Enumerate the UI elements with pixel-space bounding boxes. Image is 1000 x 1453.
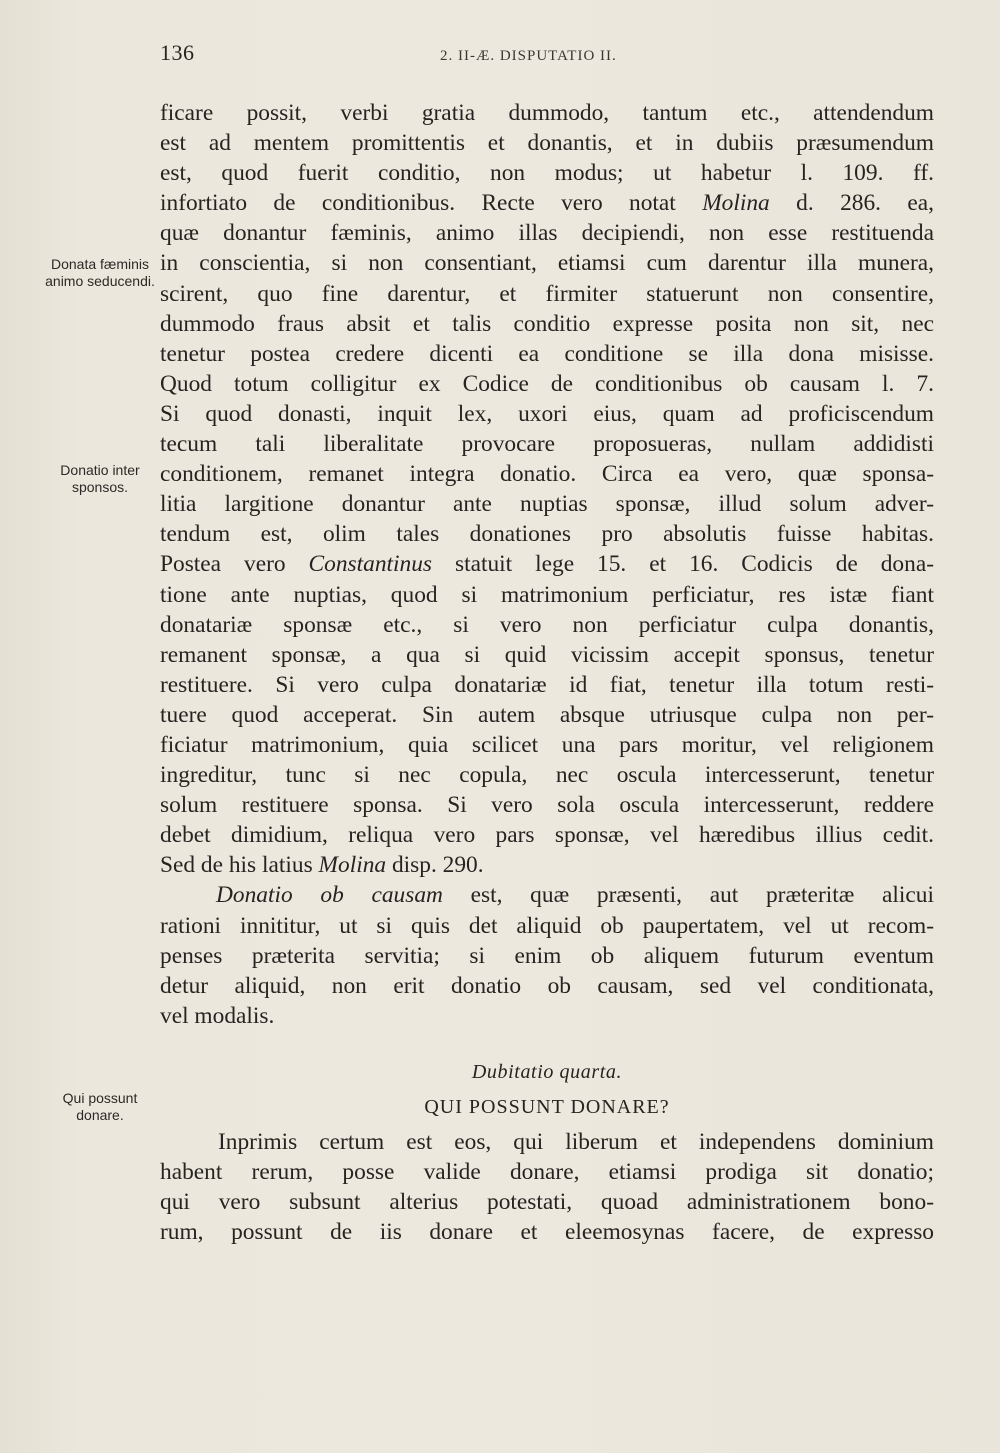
margin-note-donatio-inter-sponsos: Donatio inter sponsos.	[60, 462, 140, 495]
text-line: ficare possit, verbi gratia dummodo, tantum etc., attendendum	[160, 100, 934, 126]
text-line: conditionem, remanet integra donatio. Circa ea vero, quæ sponsa-	[160, 461, 934, 488]
text-line: tuere quod acceperat. Sin autem absque utriusque culpa non per-	[160, 701, 934, 728]
text-line: in conscientia, si non consentiant, etiamsi cum darentur illa munera,	[160, 250, 934, 277]
author-name: Molina	[702, 190, 770, 217]
text-line	[160, 880, 934, 910]
spacer	[160, 1031, 934, 1057]
text-line: tione ante nuptias, quod si matrimonium perficiatur, res istæ fiant	[160, 581, 934, 608]
text-line: litia largitione donantur ante nuptias sponsæ, illud solum adver-	[160, 491, 934, 518]
text-line: qui vero subsunt alterius potestati, quoad administrationem bono-	[160, 1189, 934, 1216]
section-title: QUI POSSUNT DONARE?	[424, 1096, 670, 1118]
text-segment: est, quæ præsenti, aut præteritæ alicui	[442, 882, 934, 909]
text-line: vel modalis.	[160, 1002, 275, 1029]
text-line: dummodo fraus absit et talis conditio expresse posita non sit, nec	[160, 310, 934, 337]
author-name: Molina	[318, 852, 387, 879]
text-line: tecum tali liberalitate provocare proposueras, nullam addidisti	[160, 431, 934, 458]
text-line: solum restituere sponsa. Si vero sola oscula intercesserunt, reddere	[160, 792, 934, 819]
text-line	[160, 549, 934, 579]
author-name: Constantinus	[308, 551, 433, 578]
body-text	[160, 98, 934, 1247]
text-line: ingreditur, tunc si nec copula, nec oscula intercesserunt, tenetur	[160, 762, 934, 789]
text-line	[160, 188, 934, 218]
text-line: quæ donantur fæminis, animo illas decipiendi, non esse restituenda	[160, 220, 934, 247]
page-number: 136	[160, 40, 195, 65]
text-line: rum, possunt de iis donare et eleemosynas facere, de expresso	[160, 1219, 934, 1246]
text-line: rationi innititur, ut si quis det aliquid ob paupertatem, vel ut recom-	[160, 912, 934, 939]
text-line: Inprimis certum est eos, qui liberum et independens dominium	[218, 1129, 934, 1155]
text-line: Si quod donasti, inquit lex, uxori eius, quam ad proficiscendum	[160, 400, 934, 427]
margin-note-qui-possunt: Qui possunt donare.	[62, 1090, 138, 1123]
text-line: tendum est, olim tales donationes pro absolutis fuisse habitas.	[160, 521, 934, 548]
text-line: restituere. Si vero culpa donatariæ id fiat, tenetur illa totum resti-	[160, 671, 934, 698]
text-segment: Sed de his latius	[160, 852, 319, 879]
text-segment: infortiato de conditionibus. Recte vero notat	[160, 190, 703, 217]
margin-note-donata: Donata fæminis animo seducendi.	[45, 256, 155, 289]
term-italic: Donatio ob causam	[216, 882, 443, 909]
text-line: tenetur postea credere dicenti ea conditione se illa dona misisse.	[160, 340, 934, 367]
text-segment: statuit lege 15. et 16. Codicis de dona-	[432, 551, 934, 578]
text-line: penses præterita servitia; si enim ob aliquem futurum eventum	[160, 942, 934, 969]
text-line: debet dimidium, reliqua vero pars sponsæ, vel hæredibus illius cedit.	[160, 822, 934, 849]
text-line: ficiatur matrimonium, quia scilicet una pars moritur, vel religionem	[160, 731, 934, 758]
text-segment: disp. 290.	[386, 852, 484, 879]
text-line: est, quod fuerit conditio, non modus; ut habetur l. 109. ff.	[160, 160, 934, 187]
text-line: donatariæ sponsæ etc., si vero non perficiatur culpa donantis,	[160, 611, 934, 638]
text-segment: d. 286. ea,	[769, 190, 934, 217]
text-line: habent rerum, posse valide donare, etiamsi prodiga sit donatio;	[160, 1159, 934, 1186]
text-line: scirent, quo fine darentur, et firmiter statuerunt non consentire,	[160, 280, 934, 307]
text-line: remanent sponsæ, a qua si quid vicissim accepit sponsus, tenetur	[160, 641, 934, 668]
text-segment: Postea vero	[160, 551, 309, 578]
text-line: Quod totum colligitur ex Codice de conditionibus ob causam l. 7.	[160, 370, 934, 397]
text-line	[160, 850, 934, 880]
text-line: est ad mentem promittentis et donantis, et in dubiis præsumendum	[160, 130, 934, 157]
running-title: 2. II-Æ. DISPUTATIO II.	[440, 48, 617, 64]
dubitatio-heading: Dubitatio quarta.	[471, 1060, 623, 1083]
text-line: detur aliquid, non erit donatio ob causam, sed vel conditionata,	[160, 972, 934, 999]
